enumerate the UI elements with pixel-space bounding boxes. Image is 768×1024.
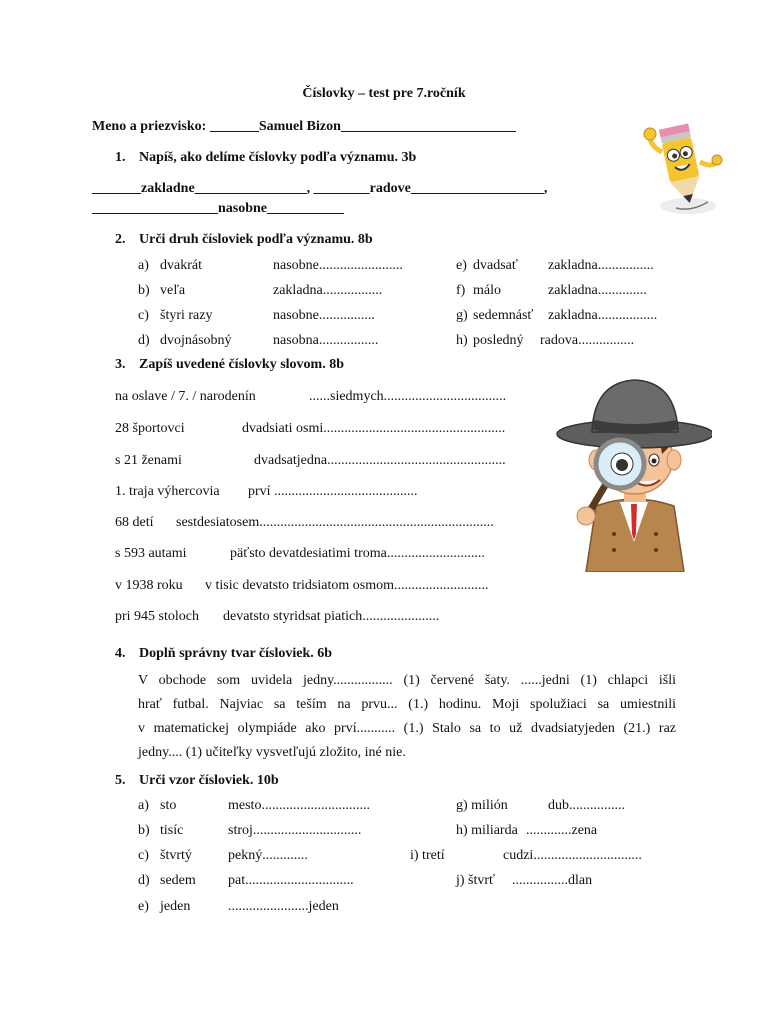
q1-answer-line-1: _______zakladne________________, ________radove___________________, [92, 181, 548, 196]
item-answer: .......................jeden [228, 899, 339, 914]
q4-number: 4. [115, 646, 126, 661]
q2-number: 2. [115, 232, 126, 247]
q3-number: 3. [115, 357, 126, 372]
detective-illustration [556, 374, 712, 572]
row-prompt: v 1938 roku [115, 578, 183, 593]
row-prompt: s 21 ženami [115, 453, 182, 468]
row-answer: v tisic devatsto tridsiatom osmom........................... [205, 578, 489, 593]
page-title: Číslovky – test pre 7.ročník [302, 86, 466, 101]
item-answer: zakladna.............. [548, 283, 647, 298]
row-prompt: 28 športovci [115, 421, 185, 436]
row-answer: dvadsatjedna................................................... [254, 453, 506, 468]
q4-paragraph [138, 669, 676, 765]
paragraph-line: V obchode som uvidela jedny................. (1) červené šaty. ......jedni (1) chlapci išli [138, 673, 676, 688]
item-answer: cudzi............................... [503, 848, 642, 863]
item-answer: zakladna................. [548, 308, 658, 323]
item-answer: pekný............. [228, 848, 308, 863]
item-word: sedem [160, 873, 196, 888]
item-word: posledný [473, 333, 524, 348]
item-letter: e) [138, 899, 149, 914]
item-answer: .............zena [526, 823, 598, 838]
item-word: tisíc [160, 823, 184, 838]
item-word: h) miliarda [456, 823, 518, 838]
item-word: sto [160, 798, 177, 813]
item-answer: ................dlan [512, 873, 593, 888]
item-letter: c) [138, 848, 149, 863]
item-answer: dub................ [548, 798, 625, 813]
q5-number: 5. [115, 773, 126, 788]
item-answer: mesto............................... [228, 798, 370, 813]
item-answer: nasobne........................ [273, 258, 403, 273]
row-answer: päťsto devatdesiatimi troma............................ [230, 546, 485, 561]
item-answer: zakladna................. [273, 283, 383, 298]
item-word: i) tretí [410, 848, 445, 863]
item-letter: h) [456, 333, 468, 348]
item-answer: radova................ [540, 333, 635, 348]
row-answer: prví ......................................... [248, 484, 418, 499]
row-answer: dvadsiati osmi.................................................... [242, 421, 506, 436]
paragraph-line: v matematickej olympiáde ako prví........... (1.) Stalo sa to už dvadsiatyjeden (21.) raz [138, 721, 676, 736]
item-letter: a) [138, 798, 149, 813]
item-answer: pat............................... [228, 873, 354, 888]
row-prompt: 68 detí [115, 515, 154, 530]
item-answer: nasobne................ [273, 308, 375, 323]
q1-number: 1. [115, 150, 126, 165]
row-prompt: 1. traja výhercovia [115, 484, 220, 499]
item-word: dvadsať [473, 258, 518, 273]
q5-title: Urči vzor čísloviek. 10b [139, 773, 279, 788]
item-word: dvakrát [160, 258, 202, 273]
item-answer: nasobna................. [273, 333, 379, 348]
item-answer: stroj............................... [228, 823, 362, 838]
q2-title: Urči druh čísloviek podľa významu. 8b [139, 232, 373, 247]
item-word: sedemnásť [473, 308, 534, 323]
item-letter: g) [456, 308, 468, 323]
row-prompt: na oslave / 7. / narodenín [115, 389, 256, 404]
row-answer: devatsto styridsat piatich...................... [223, 609, 440, 624]
q1-answer-line-2: __________________nasobne___________ [92, 201, 345, 216]
item-letter: d) [138, 873, 150, 888]
paragraph-line: hrať futbal. Najviac sa teším na prvu... (1.) hodinu. Moji spolužiaci sa umiestnili [138, 697, 676, 712]
item-word: veľa [160, 283, 186, 298]
item-letter: e) [456, 258, 467, 273]
item-word: málo [473, 283, 501, 298]
item-letter: b) [138, 283, 150, 298]
row-answer: ......siedmych................................... [309, 389, 507, 404]
q3-title: Zapíš uvedené číslovky slovom. 8b [139, 357, 344, 372]
q4-title: Doplň správny tvar čísloviek. 6b [139, 646, 333, 661]
item-word: dvojnásobný [160, 333, 232, 348]
item-letter: b) [138, 823, 150, 838]
item-letter: a) [138, 258, 149, 273]
item-word: j) štvrť [456, 873, 496, 888]
row-prompt: pri 945 stoloch [115, 609, 199, 624]
item-word: štvrtý [160, 848, 192, 863]
item-word: štyri razy [160, 308, 213, 323]
item-letter: c) [138, 308, 149, 323]
row-prompt: s 593 autami [115, 546, 187, 561]
item-word: jeden [160, 899, 191, 914]
item-letter: d) [138, 333, 150, 348]
pencil-mascot-illustration [636, 112, 724, 220]
q1-title: Napíš, ako delíme číslovky podľa významu. 3b [139, 150, 417, 165]
item-word: g) milión [456, 798, 508, 813]
paragraph-line: jedny.... (1) učiteľky vysvetľujú zložito, iné nie. [138, 745, 406, 760]
row-answer: sestdesiatosem................................................................... [176, 515, 494, 530]
name-line: Meno a priezvisko: _______Samuel Bizon_________________________ [92, 119, 516, 134]
item-letter: f) [456, 283, 466, 298]
item-answer: zakladna................ [548, 258, 654, 273]
